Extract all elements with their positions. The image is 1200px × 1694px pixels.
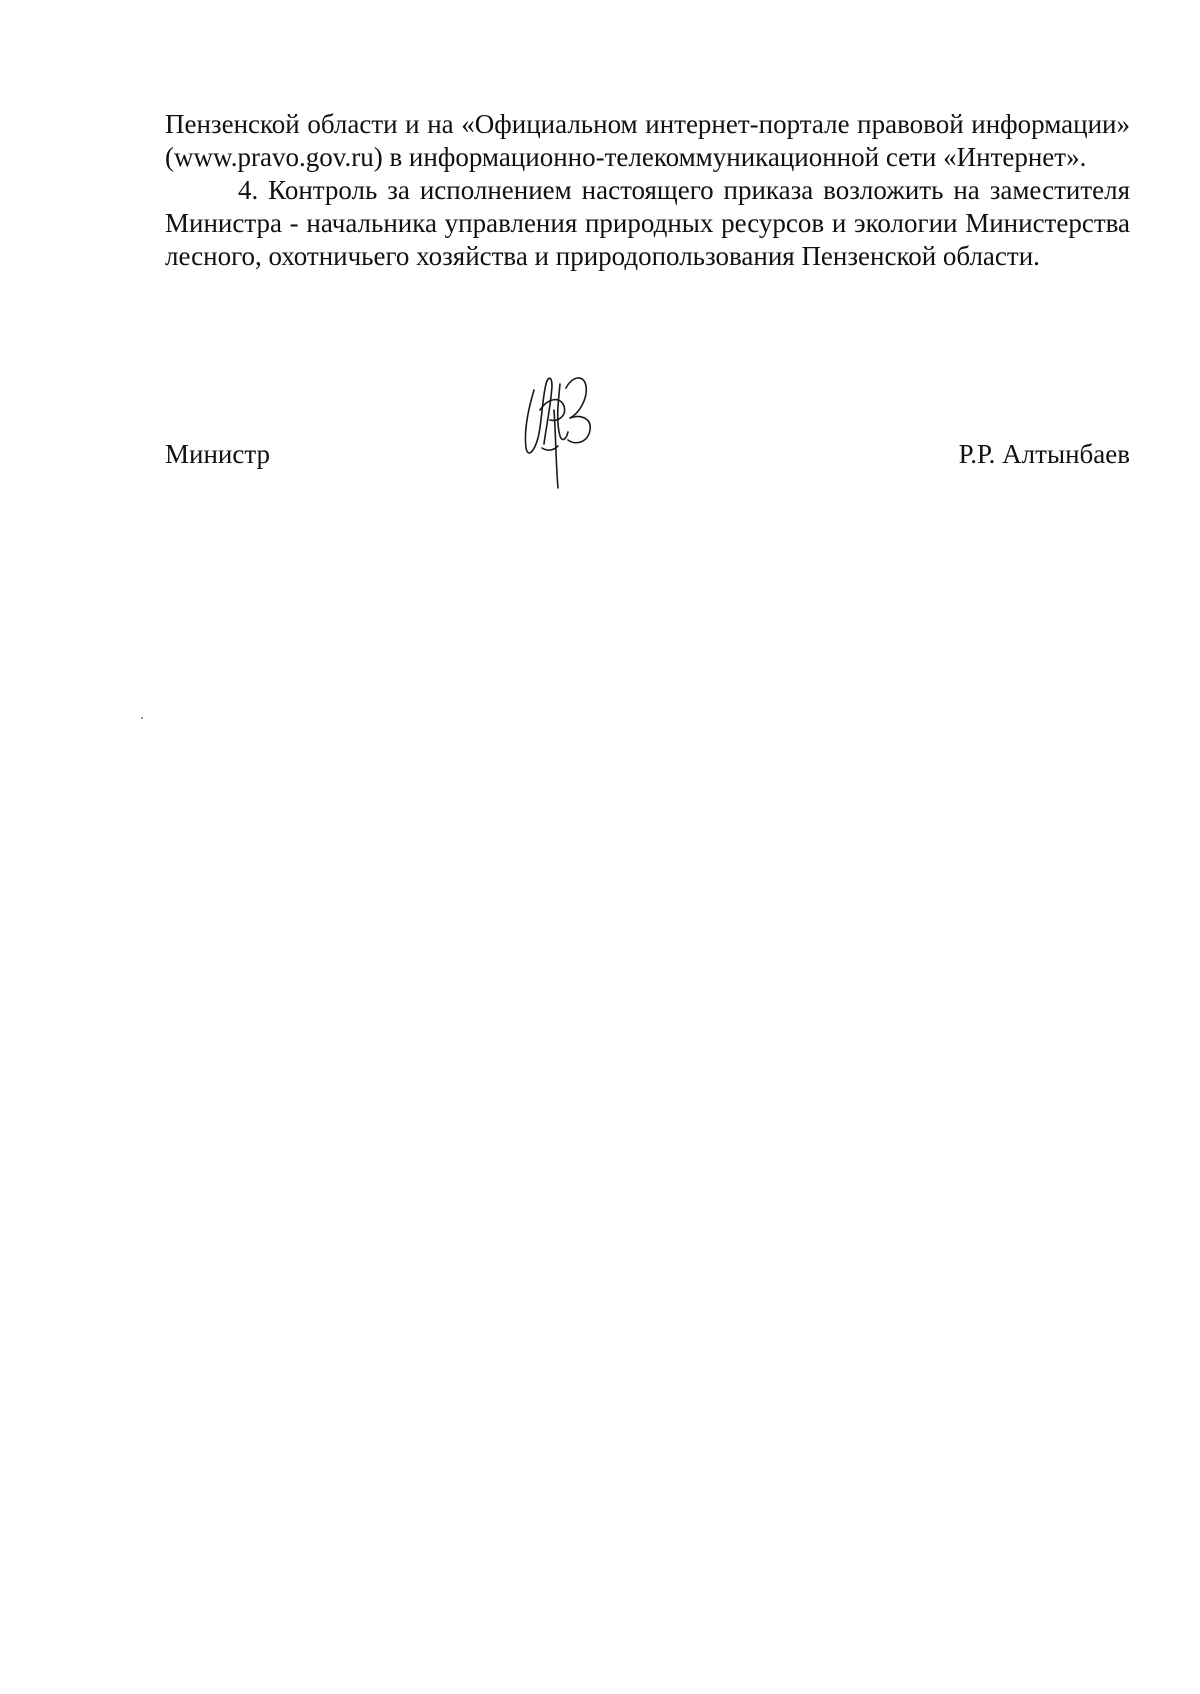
document-body — [165, 108, 1130, 273]
handwritten-signature-icon — [520, 370, 610, 490]
scan-artifact-dot — [141, 717, 143, 719]
signature-block — [165, 438, 1130, 478]
paragraph-continuation: Пензенской области и на «Официальном интернет-портале правовой информации» (www.pravo.gov.ru) в информационно-телекоммуникационной сети «Интернет». — [165, 109, 1130, 172]
signatory-title: Министр — [165, 439, 270, 469]
paragraph-item-4: 4. Контроль за исполнением настоящего приказа возложить на заместителя Министра - начальника управления природных ресурсов и экологии Министерства лесного, охотничьего хозяйства и природопользования Пензенской области. — [165, 175, 1130, 271]
signatory-name: Р.Р. Алтынбаев — [958, 439, 1130, 469]
